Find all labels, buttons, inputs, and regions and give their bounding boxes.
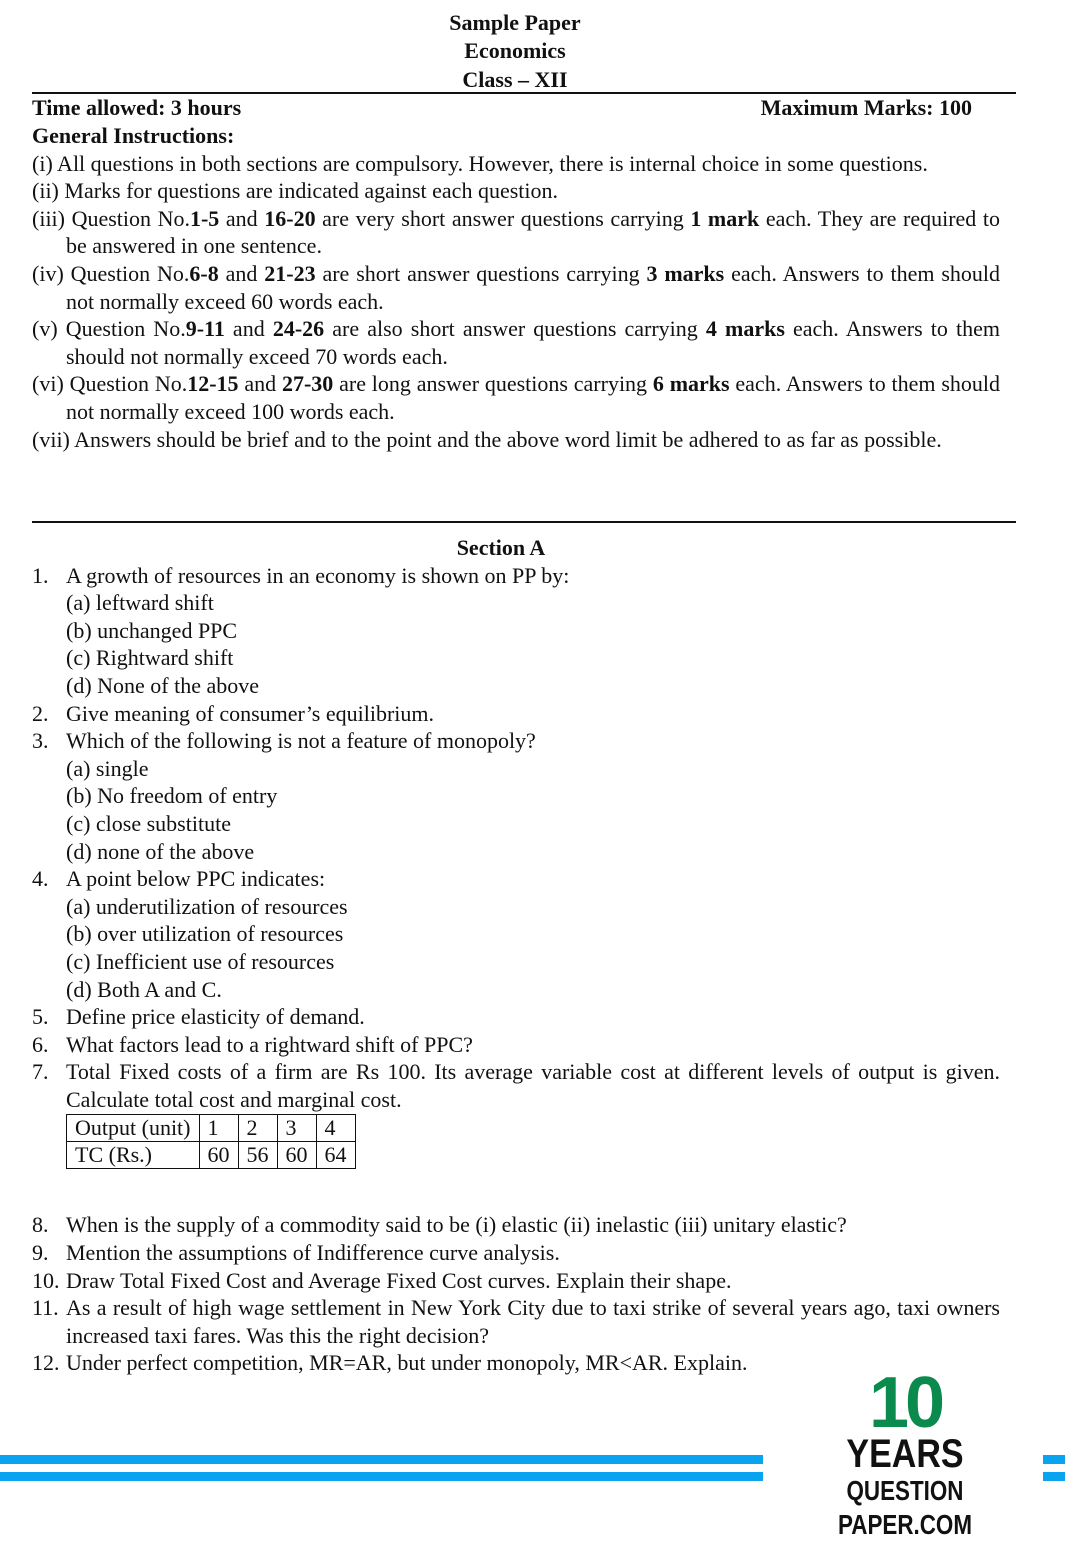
question-body: [66, 562, 1000, 700]
text-segment: each. Answers to them should not normally exceed 60 words each.: [66, 260, 1001, 314]
decor-stripe: [0, 1455, 763, 1464]
question-number: 2.: [32, 700, 49, 726]
table-cell: 60: [277, 1142, 316, 1169]
question-body: [66, 865, 1000, 1003]
question-body: [66, 727, 1000, 865]
question-8: [32, 1211, 1000, 1239]
bold-text: 6-8: [189, 260, 219, 286]
text-segment: are also short answer questions carrying: [324, 316, 706, 342]
question-number: 6.: [32, 1031, 49, 1057]
text-segment: and: [224, 316, 273, 342]
text-segment: each. Answers to them should not normally exceed 100 words each.: [66, 371, 1000, 424]
answer-option: (d) None of the above: [66, 672, 260, 698]
question-text: When is the supply of a commodity said to be (i) elastic (ii) inelastic (iii) unitary elastic?: [66, 1212, 847, 1238]
table-row: [67, 1115, 356, 1142]
bold-text: 1-5: [189, 205, 220, 231]
answer-option: (c) close substitute: [66, 810, 231, 836]
answer-option: (c) Inefficient use of resources: [66, 948, 335, 974]
answer-option: (d) Both A and C.: [66, 976, 222, 1002]
text-segment: are very short answer questions carrying: [315, 205, 691, 231]
answer-option: (c) Rightward shift: [66, 645, 234, 671]
answer-option: (a) underutilization of resources: [66, 893, 348, 919]
text-segment: and: [218, 260, 265, 286]
logo-years: YEARS: [846, 1432, 964, 1476]
bold-text: 9-11: [185, 316, 225, 342]
instruction-item: [32, 150, 1000, 178]
question-body: [66, 1239, 1000, 1267]
question-4: [32, 865, 1000, 1003]
question-body: [66, 1211, 1000, 1239]
question-body: [66, 1003, 1000, 1031]
text-segment: are long answer questions carrying: [333, 371, 653, 397]
general-instructions: [32, 122, 1000, 453]
text-segment: (iii) Question No.: [32, 205, 190, 231]
answer-option: (a) leftward shift: [66, 590, 214, 616]
table-cell: 56: [238, 1142, 277, 1169]
answer-option: (b) No freedom of entry: [66, 783, 278, 809]
question-number: 4.: [32, 866, 49, 892]
answer-option: (d) none of the above: [66, 838, 255, 864]
instruction-item: [32, 426, 1000, 454]
site-logo: [770, 1363, 1040, 1542]
text-segment: (i) All questions in both sections are compulsory. However, there is internal choice in some questions.: [32, 150, 928, 176]
bold-text: 1 mark: [690, 205, 760, 231]
table-cell: 4: [316, 1115, 355, 1142]
question-text: A point below PPC indicates:: [66, 866, 326, 892]
exam-meta: [32, 94, 972, 122]
bold-text: 27-30: [281, 371, 334, 397]
decor-stripe: [0, 1472, 763, 1481]
logo-site: QUESTION PAPER.COM: [838, 1475, 972, 1540]
question-body: [66, 1294, 1000, 1349]
text-segment: (v) Question No.: [32, 316, 186, 342]
question-body: [66, 700, 1000, 728]
question-number: 7.: [32, 1059, 49, 1085]
table-cell: 2: [238, 1115, 277, 1142]
question-number: 9.: [32, 1240, 49, 1266]
text-segment: each. They are required to be answered in one sentence.: [66, 205, 1001, 259]
instruction-item: [32, 370, 1000, 425]
instruction-item: [32, 315, 1000, 370]
table-cell: 1: [199, 1115, 238, 1142]
question-text: A growth of resources in an economy is shown on PP by:: [66, 562, 570, 588]
text-segment: and: [238, 371, 282, 397]
text-segment: (ii) Marks for questions are indicated against each question.: [32, 178, 559, 204]
question-11: [32, 1294, 1000, 1349]
question-number: 11.: [32, 1295, 59, 1321]
table-cell: 3: [277, 1115, 316, 1142]
bold-text: 4 marks: [705, 316, 785, 342]
text-segment: and: [219, 205, 265, 231]
section-title: Section A: [456, 535, 546, 560]
bold-text: 12-15: [187, 371, 239, 397]
cost-table: [66, 1114, 356, 1169]
question-text: Which of the following is not a feature of monopoly?: [66, 728, 536, 754]
question-text: Under perfect competition, MR=AR, but under monopoly, MR<AR. Explain.: [66, 1350, 748, 1376]
subject: Economics: [464, 38, 566, 63]
paper-header: [0, 8, 1030, 94]
table-row: [67, 1142, 356, 1169]
logo-number: 10: [868, 1363, 942, 1443]
answer-option: (b) over utilization of resources: [66, 921, 344, 947]
question-1: [32, 562, 1000, 700]
table-cell: Output (unit): [67, 1115, 200, 1142]
question-3: [32, 727, 1000, 865]
table-cell: 64: [316, 1142, 355, 1169]
question-text: Mention the assumptions of Indifference curve analysis.: [66, 1240, 560, 1266]
text-segment: (vi) Question No.: [32, 371, 188, 397]
time-allowed: Time allowed: 3 hours: [32, 95, 242, 120]
table-cell: TC (Rs.): [67, 1142, 200, 1169]
section-a: [32, 534, 1000, 1377]
bold-text: 3 marks: [646, 260, 725, 286]
answer-option: (b) unchanged PPC: [66, 617, 238, 643]
decor-stripe: [1043, 1455, 1065, 1464]
class-label: Class – XII: [462, 67, 568, 92]
bold-text: 6 marks: [652, 371, 730, 397]
bold-text: 16-20: [264, 205, 316, 231]
question-text: Total Fixed costs of a firm are Rs 100. Its average variable cost at different levels of output is given. Calculate total cost and marginal cost.: [66, 1059, 1000, 1112]
question-number: 12.: [32, 1350, 60, 1376]
instruction-item: [32, 177, 1000, 205]
instruction-item: [32, 205, 1000, 260]
question-text: Give meaning of consumer’s equilibrium.: [66, 700, 435, 726]
question-text: What factors lead to a rightward shift of PPC?: [66, 1031, 473, 1057]
question-6: [32, 1031, 1000, 1059]
question-text: Draw Total Fixed Cost and Average Fixed Cost curves. Explain their shape.: [66, 1267, 732, 1293]
text-segment: are short answer questions carrying: [315, 260, 647, 286]
maximum-marks: Maximum Marks: 100: [760, 95, 972, 120]
decor-stripe: [1043, 1472, 1065, 1481]
question-9: [32, 1239, 1000, 1267]
question-text: As a result of high wage settlement in New York City due to taxi strike of several years ago, taxi owners increased taxi fares. Was this the right decision?: [66, 1295, 1000, 1348]
answer-option: (a) single: [66, 755, 149, 781]
instruction-item: [32, 260, 1000, 315]
paper-title: Sample Paper: [449, 10, 581, 35]
question-number: 1.: [32, 562, 49, 588]
question-10: [32, 1267, 1000, 1295]
bold-text: 21-23: [264, 260, 316, 286]
text-segment: (vii) Answers should be brief and to the point and the above word limit be adhered to as far as possible.: [32, 426, 942, 452]
question-number: 3.: [32, 728, 49, 754]
question-number: 8.: [32, 1212, 49, 1238]
question-7: [32, 1058, 1000, 1113]
question-number: 5.: [32, 1004, 49, 1030]
question-text: Define price elasticity of demand.: [66, 1004, 365, 1030]
text-segment: (iv) Question No.: [32, 260, 190, 286]
table-cell: 60: [199, 1142, 238, 1169]
question-body: [66, 1267, 1000, 1295]
bold-text: 24-26: [272, 316, 325, 342]
text-segment: each. Answers to them should not normally exceed 70 words each.: [66, 316, 1001, 369]
question-2: [32, 700, 1000, 728]
question-number: 10.: [32, 1267, 60, 1293]
question-body: [66, 1031, 1000, 1059]
question-5: [32, 1003, 1000, 1031]
question-body: [66, 1058, 1000, 1113]
divider: [32, 521, 1016, 523]
instructions-heading: General Instructions:: [32, 123, 235, 148]
